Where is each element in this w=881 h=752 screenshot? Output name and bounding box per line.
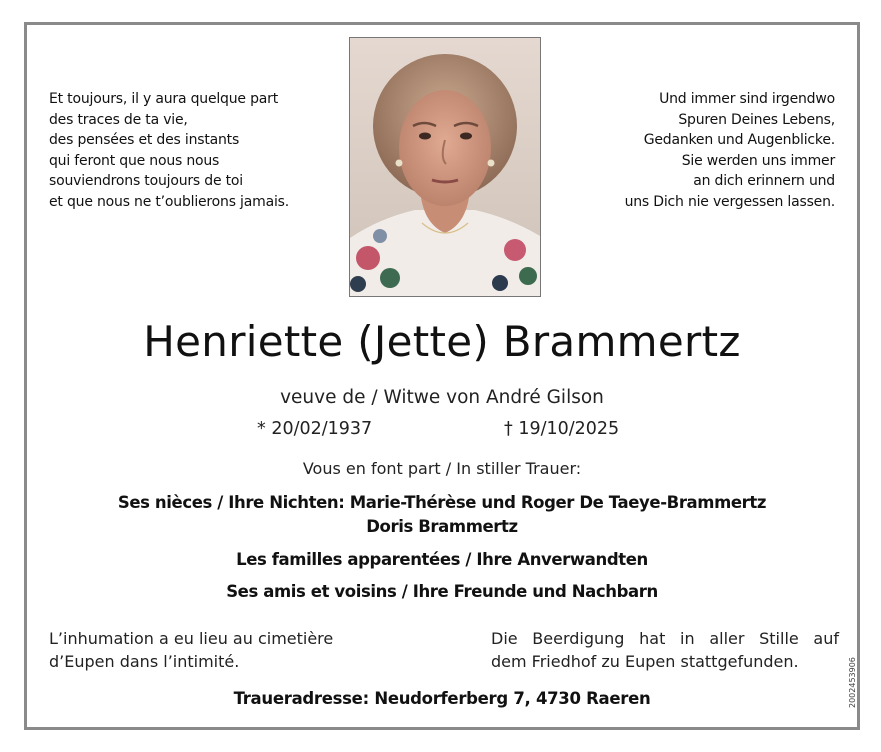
burial-line: L’inhumation a eu lieu au cimetière xyxy=(49,629,334,648)
family-line-friends: Ses amis et voisins / Ihre Freunde und Nachbarn xyxy=(226,582,658,601)
poem-line: Spuren Deines Lebens, xyxy=(678,111,835,128)
spouse-line: veuve de / Witwe von André Gilson xyxy=(280,387,604,408)
family-line-relatives: Les familles apparentées / Ihre Anverwandten xyxy=(236,550,648,569)
family-line-nieces: Ses nièces / Ihre Nichten: Marie-Thérèse und Roger De Taeye-Brammertz xyxy=(117,493,767,512)
poem-line: Et toujours, il y aura quelque part xyxy=(49,91,278,107)
poem-german xyxy=(625,89,835,213)
burial-line: dem Friedhof zu Eupen stattgefunden. xyxy=(491,652,799,671)
burial-line: Die Beerdigung hat in aller Stille auf xyxy=(491,629,839,648)
poem-line: des traces de ta vie, xyxy=(49,111,188,128)
burial-note-french xyxy=(49,627,379,673)
poem-line: an dich erinnern und xyxy=(693,173,835,190)
deceased-name: Henriette (Jette) Brammertz xyxy=(143,317,741,366)
poem-line: Und immer sind irgendwo xyxy=(659,91,835,107)
obituary-frame xyxy=(24,22,860,730)
poem-line: uns Dich nie vergessen lassen. xyxy=(624,193,835,210)
mourning-address: Traueradresse: Neudorferberg 7, 4730 Raeren xyxy=(233,689,651,708)
burial-line: d’Eupen dans l’intimité. xyxy=(49,652,240,671)
death-date: † 19/10/2025 xyxy=(504,419,620,439)
poem-line: et que nous ne t’oublierons jamais. xyxy=(49,193,289,210)
announcement-line: Vous en font part / In stiller Trauer: xyxy=(302,459,582,478)
poem-line: Sie werden uns immer xyxy=(681,152,835,169)
poem-line: des pensées et des instants xyxy=(49,132,240,149)
portrait-photo xyxy=(349,37,541,297)
family-line-doris: Doris Brammertz xyxy=(366,517,518,536)
poem-line: Gedanken und Augenblicke. xyxy=(643,132,835,149)
poem-line: qui feront que nous nous xyxy=(49,152,220,169)
poem-line: souviendrons toujours de toi xyxy=(49,173,243,190)
poem-french xyxy=(49,89,289,213)
burial-note-german xyxy=(491,627,839,673)
birth-date: * 20/02/1937 xyxy=(257,419,373,439)
reference-code: 2002453906 xyxy=(848,657,857,708)
